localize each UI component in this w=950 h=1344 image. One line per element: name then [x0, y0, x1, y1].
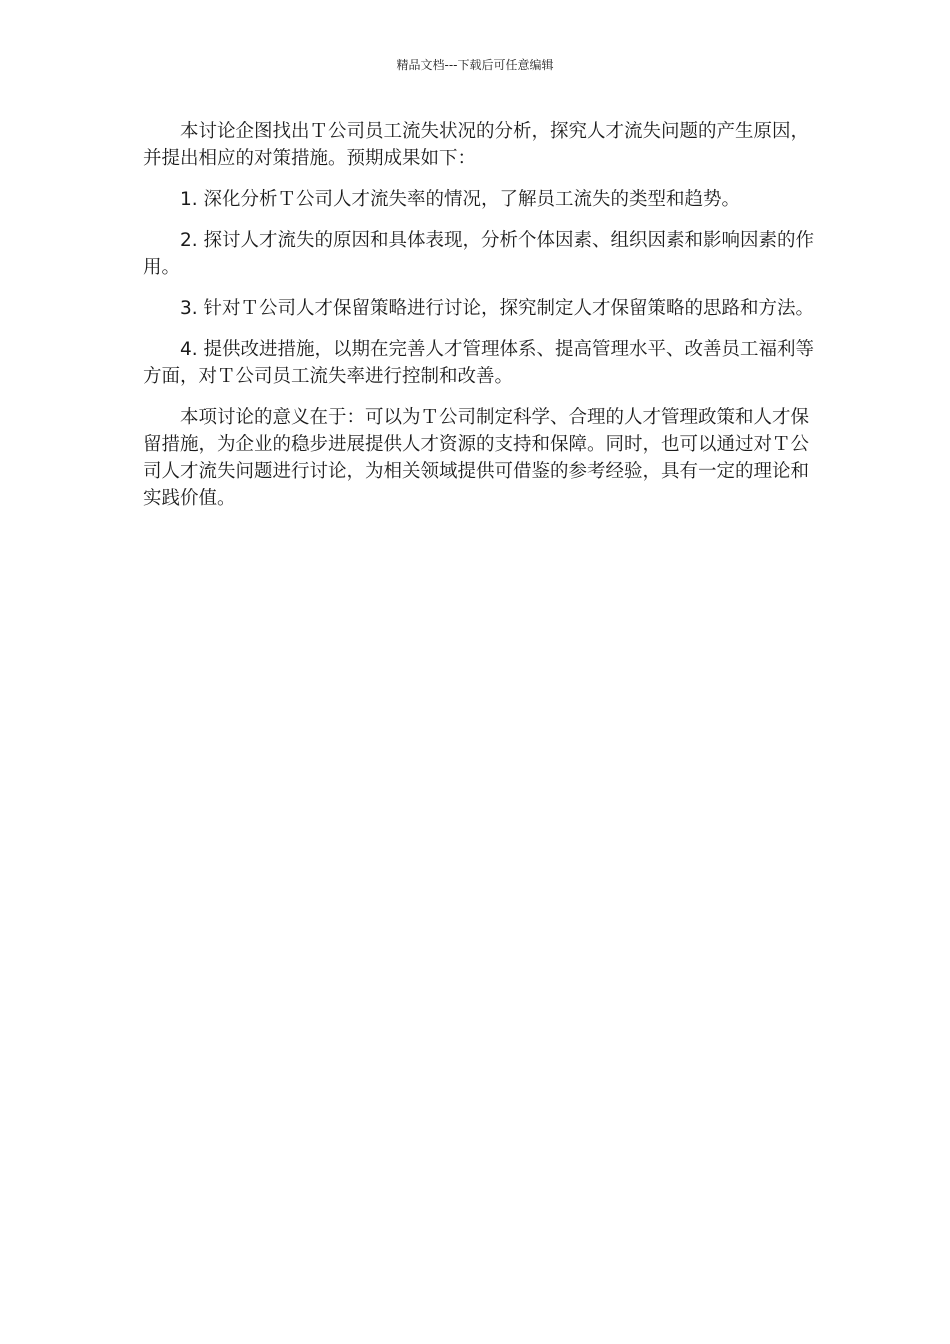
- paragraph-item-1: 1. 深化分析Ｔ公司人才流失率的情况，了解员工流失的类型和趋势。: [180, 189, 741, 210]
- paragraph-intro: 本讨论企图找出Ｔ公司员工流失状况的分析，探究人才流失问题的产生原因，并提出相应的对策措施。预期成果如下：: [143, 121, 810, 169]
- document-body: [143, 118, 815, 526]
- paragraph-item-4: 4. 提供改进措施，以期在完善人才管理体系、提高管理水平、改善员工福利等方面，对Ｔ公司员工流失率进行控制和改善。: [143, 339, 815, 387]
- paragraph-item-2: 2. 探讨人才流失的原因和具体表现，分析个体因素、组织因素和影响因素的作用。: [143, 230, 815, 278]
- page-header: 精品文档---下载后可任意编辑: [396, 58, 554, 72]
- paragraph-significance: 本项讨论的意义在于：可以为Ｔ公司制定科学、合理的人才管理政策和人才保留措施，为企业的稳步进展提供人才资源的支持和保障。同时，也可以通过对Ｔ公司人才流失问题进行讨论，为相关领域提供可借鉴的参考经验，具有一定的理论和实践价值。: [143, 407, 810, 509]
- paragraph-item-3: 3. 针对Ｔ公司人才保留策略进行讨论，探究制定人才保留策略的思路和方法。: [180, 298, 815, 319]
